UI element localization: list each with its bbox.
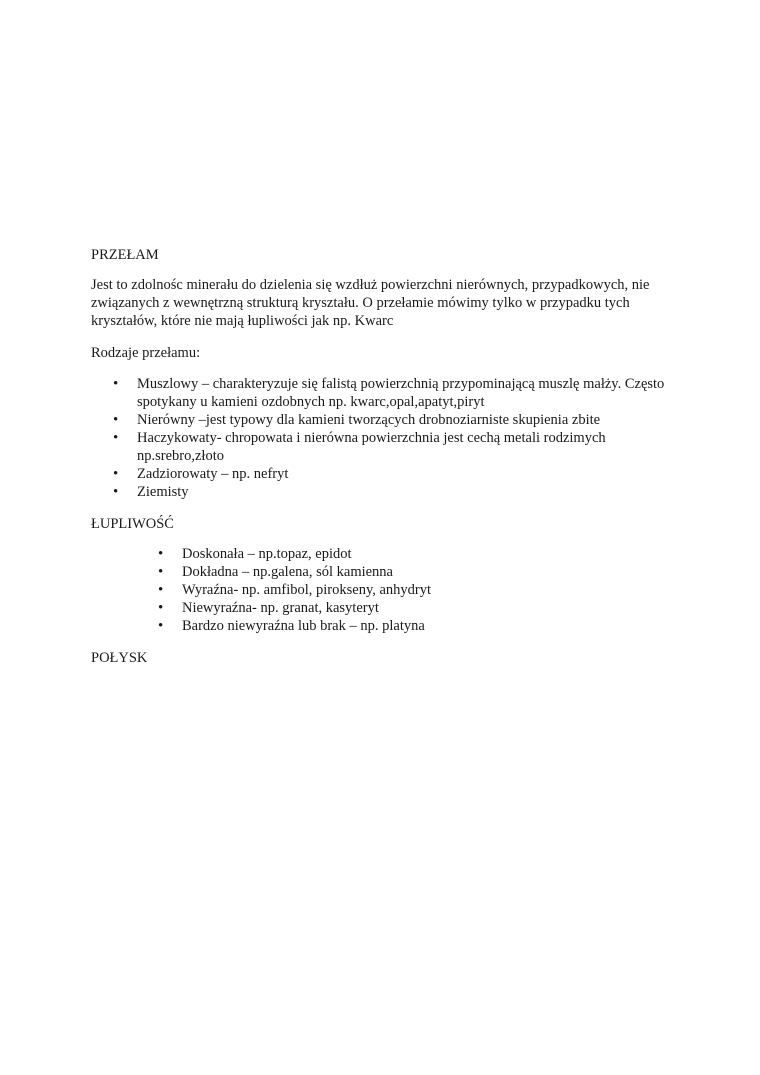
cleavage-types-list [91,545,666,635]
section-heading-cleavage: ŁUPLIWOŚĆ [91,516,174,532]
list-item: • Zadziorowaty – np. nefryt [91,465,666,483]
list-item: • Niewyraźna- np. granat, kasyteryt [91,599,666,617]
list-item: • Muszlowy – charakteryzuje się falistą powierzchnią przypominającą muszlę małży. Często spotykany u kamieni ozdobnych np. kwarc,opal,apatyt,piryt [91,375,666,411]
list-item: • Ziemisty [91,483,666,501]
list-item: • Dokładna – np.galena, sól kamienna [91,563,666,581]
section-heading-fracture: PRZEŁAM [91,247,159,263]
fracture-types-list [91,375,666,501]
list-item: • Nierówny –jest typowy dla kamieni tworzących drobnoziarniste skupienia zbite [91,411,666,429]
fracture-types-title: Rodzaje przełamu: [91,345,201,361]
list-item: • Doskonała – np.topaz, epidot [91,545,666,563]
list-item: • Wyraźna- np. amfibol, pirokseny, anhydryt [91,581,666,599]
list-item: • Haczykowaty- chropowata i nierówna powierzchnia jest cechą metali rodzimych np.srebro,złoto [91,429,666,465]
section-heading-luster: POŁYSK [91,650,148,666]
document-content [91,246,666,679]
fracture-paragraph: Jest to zdolnośc minerału do dzielenia się wzdłuż powierzchni nierównych, przypadkowych, nie związanych z wewnętrzną strukturą kryształu. O przełamie mówimy tylko w przypadku tych kryształów, które nie mają łupliwości jak np. Kwarc [91,277,650,329]
list-item: • Bardzo niewyraźna lub brak – np. platyna [91,617,666,635]
